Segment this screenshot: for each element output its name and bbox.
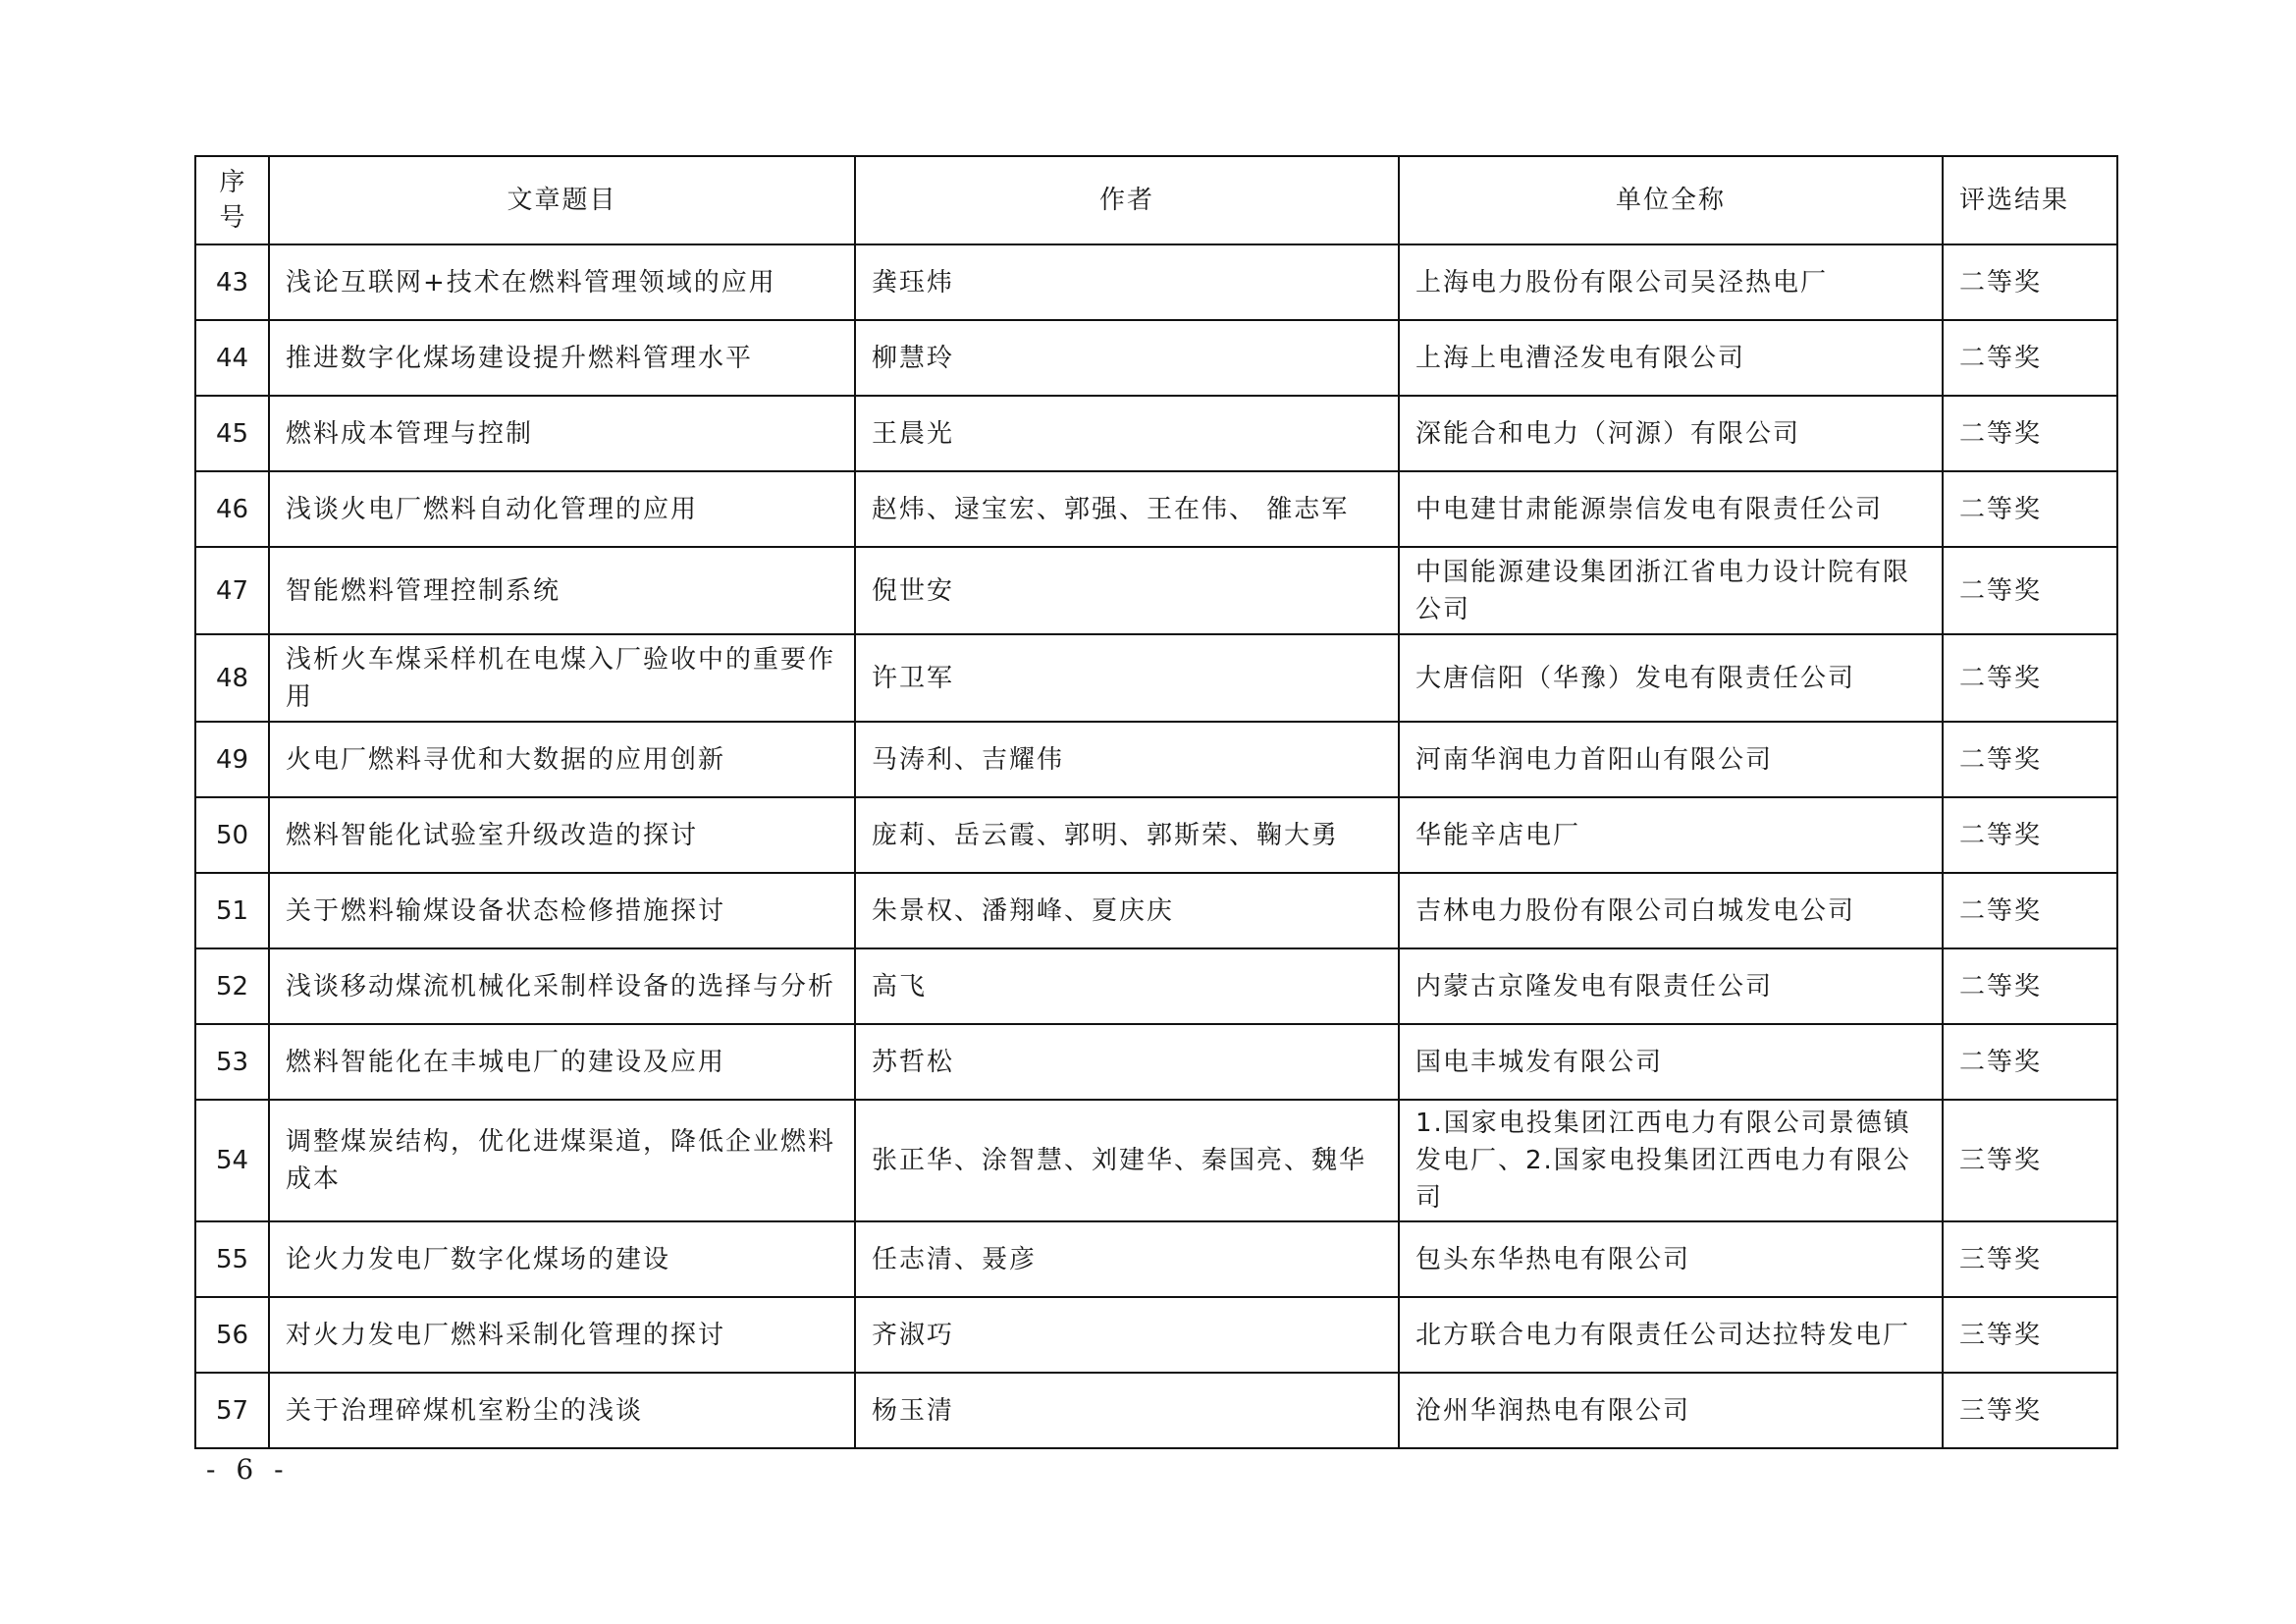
cell-title: 燃料智能化在丰城电厂的建设及应用: [269, 1024, 855, 1100]
cell-no: 52: [195, 948, 269, 1024]
table-row: [195, 634, 2117, 722]
cell-unit: 吉林电力股份有限公司白城发电公司: [1399, 873, 1943, 948]
cell-unit: 大唐信阳（华豫）发电有限责任公司: [1399, 634, 1943, 722]
cell-result: 二等奖: [1943, 1024, 2117, 1100]
cell-author: 柳慧玲: [855, 320, 1399, 396]
cell-title: 推进数字化煤场建设提升燃料管理水平: [269, 320, 855, 396]
cell-no: 54: [195, 1100, 269, 1221]
cell-no: 43: [195, 244, 269, 320]
cell-title: 论火力发电厂数字化煤场的建设: [269, 1221, 855, 1297]
cell-unit: 北方联合电力有限责任公司达拉特发电厂: [1399, 1297, 1943, 1373]
cell-unit: 中电建甘肃能源崇信发电有限责任公司: [1399, 471, 1943, 547]
cell-author: 许卫军: [855, 634, 1399, 722]
cell-result: 二等奖: [1943, 396, 2117, 471]
cell-no: 55: [195, 1221, 269, 1297]
table-row: [195, 873, 2117, 948]
cell-result: 二等奖: [1943, 634, 2117, 722]
page-number: - 6 -: [206, 1453, 290, 1486]
cell-unit: 国电丰城发有限公司: [1399, 1024, 1943, 1100]
header-author: 作者: [855, 156, 1399, 244]
cell-unit: 华能辛店电厂: [1399, 797, 1943, 873]
cell-no: 57: [195, 1373, 269, 1448]
table-body: [195, 244, 2117, 1448]
cell-result: 二等奖: [1943, 471, 2117, 547]
cell-author: 龚珏炜: [855, 244, 1399, 320]
cell-author: 高飞: [855, 948, 1399, 1024]
cell-no: 56: [195, 1297, 269, 1373]
cell-author: 赵炜、逯宝宏、郭强、王在伟、 雒志军: [855, 471, 1399, 547]
table-row: [195, 722, 2117, 797]
cell-title: 燃料智能化试验室升级改造的探讨: [269, 797, 855, 873]
cell-author: 朱景权、潘翔峰、夏庆庆: [855, 873, 1399, 948]
cell-author: 王晨光: [855, 396, 1399, 471]
cell-no: 44: [195, 320, 269, 396]
cell-title: 智能燃料管理控制系统: [269, 547, 855, 634]
table-row: [195, 1297, 2117, 1373]
cell-unit: 河南华润电力首阳山有限公司: [1399, 722, 1943, 797]
cell-title: 关于燃料输煤设备状态检修措施探讨: [269, 873, 855, 948]
cell-no: 49: [195, 722, 269, 797]
cell-no: 51: [195, 873, 269, 948]
table-row: [195, 797, 2117, 873]
table-row: [195, 948, 2117, 1024]
cell-result: 二等奖: [1943, 722, 2117, 797]
cell-result: 三等奖: [1943, 1373, 2117, 1448]
cell-result: 二等奖: [1943, 873, 2117, 948]
header-no: 序号: [195, 156, 269, 244]
cell-author: 马涛利、吉耀伟: [855, 722, 1399, 797]
cell-author: 庞莉、岳云霞、郭明、郭斯荣、鞠大勇: [855, 797, 1399, 873]
cell-result: 二等奖: [1943, 320, 2117, 396]
table-row: [195, 1373, 2117, 1448]
cell-title: 关于治理碎煤机室粉尘的浅谈: [269, 1373, 855, 1448]
table-row: [195, 471, 2117, 547]
table-header-row: [195, 156, 2117, 244]
cell-no: 50: [195, 797, 269, 873]
cell-author: 苏哲松: [855, 1024, 1399, 1100]
cell-result: 三等奖: [1943, 1297, 2117, 1373]
cell-unit: 上海电力股份有限公司吴泾热电厂: [1399, 244, 1943, 320]
table-row: [195, 244, 2117, 320]
cell-no: 53: [195, 1024, 269, 1100]
cell-title: 浅析火车煤采样机在电煤入厂验收中的重要作用: [269, 634, 855, 722]
cell-unit: 沧州华润热电有限公司: [1399, 1373, 1943, 1448]
cell-no: 45: [195, 396, 269, 471]
table-row: [195, 547, 2117, 634]
cell-unit: 包头东华热电有限公司: [1399, 1221, 1943, 1297]
header-result: 评选结果: [1943, 156, 2117, 244]
cell-author: 任志清、聂彦: [855, 1221, 1399, 1297]
cell-unit: 上海上电漕泾发电有限公司: [1399, 320, 1943, 396]
table-row: [195, 396, 2117, 471]
cell-title: 调整煤炭结构，优化进煤渠道，降低企业燃料成本: [269, 1100, 855, 1221]
cell-unit: 深能合和电力（河源）有限公司: [1399, 396, 1943, 471]
cell-no: 48: [195, 634, 269, 722]
header-unit: 单位全称: [1399, 156, 1943, 244]
cell-result: 三等奖: [1943, 1100, 2117, 1221]
cell-title: 燃料成本管理与控制: [269, 396, 855, 471]
cell-author: 倪世安: [855, 547, 1399, 634]
table-row: [195, 1100, 2117, 1221]
cell-title: 对火力发电厂燃料采制化管理的探讨: [269, 1297, 855, 1373]
cell-author: 齐淑巧: [855, 1297, 1399, 1373]
cell-no: 47: [195, 547, 269, 634]
table-row: [195, 1024, 2117, 1100]
cell-unit: 1.国家电投集团江西电力有限公司景德镇发电厂、2.国家电投集团江西电力有限公司: [1399, 1100, 1943, 1221]
cell-author: 张正华、涂智慧、刘建华、秦国亮、魏华: [855, 1100, 1399, 1221]
cell-result: 三等奖: [1943, 1221, 2117, 1297]
cell-no: 46: [195, 471, 269, 547]
cell-title: 火电厂燃料寻优和大数据的应用创新: [269, 722, 855, 797]
cell-unit: 中国能源建设集团浙江省电力设计院有限公司: [1399, 547, 1943, 634]
cell-result: 二等奖: [1943, 948, 2117, 1024]
cell-title: 浅谈火电厂燃料自动化管理的应用: [269, 471, 855, 547]
table-row: [195, 1221, 2117, 1297]
cell-result: 二等奖: [1943, 244, 2117, 320]
cell-unit: 内蒙古京隆发电有限责任公司: [1399, 948, 1943, 1024]
header-title: 文章题目: [269, 156, 855, 244]
cell-result: 二等奖: [1943, 547, 2117, 634]
awards-table: [194, 155, 2118, 1449]
cell-title: 浅论互联网+技术在燃料管理领域的应用: [269, 244, 855, 320]
cell-title: 浅谈移动煤流机械化采制样设备的选择与分析: [269, 948, 855, 1024]
cell-result: 二等奖: [1943, 797, 2117, 873]
table-row: [195, 320, 2117, 396]
cell-author: 杨玉清: [855, 1373, 1399, 1448]
